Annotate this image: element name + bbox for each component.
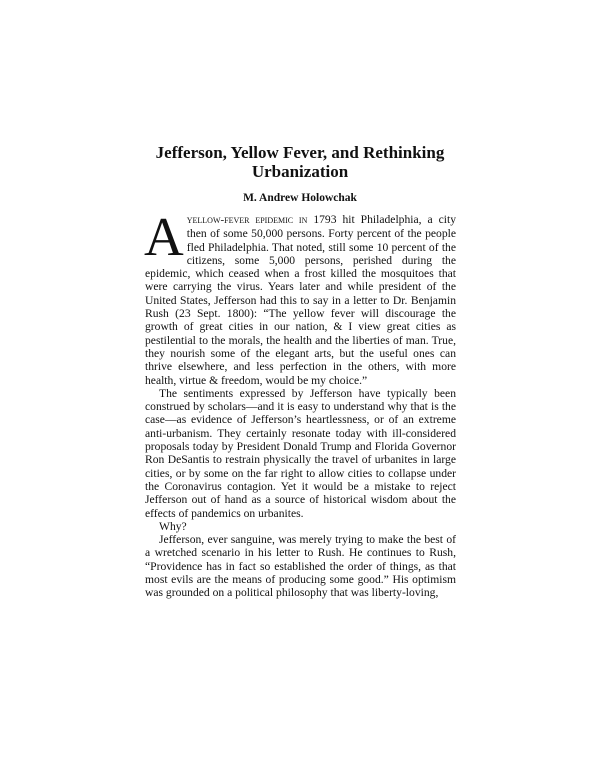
paragraph-4: Jefferson, ever sanguine, was merely trying to make the best of a wretched scenario in his letter to Rush. He continues to Rush, “Providence has in fact so established the order of things, as that most evils are the means of producing some good.” His optimism was grounded on a political philosophy that was liberty-loving,	[145, 533, 456, 600]
paragraph-1-text: 1793 hit Philadelphia, a city then of some 50,000 persons. Forty percent of the people fled Philadelphia. That noted, still some 10 percent of the citizens, some 5,000 persons, perished during the epidemic, which ceased when a frost killed the mosquitoes that were carrying the virus. Years later and while president of the United States, Jefferson had this to say in a letter to Dr. Benjamin Rush (23 Sept. 1800): “The yellow fever will discourage the growth of great cities in our nation, & I view great cities as pestilential to the morals, the health and the liberties of man. True, they nourish some of the elegant arts, but the useful ones can thrive elsewhere, and less perfection in the others, with more health, virtue & freedom, would be my choice.”	[145, 213, 456, 387]
paragraph-2: The sentiments expressed by Jefferson have typically been construed by scholars—and it is easy to understand why that is the case—as evidence of Jefferson’s heartlessness, or of an extreme anti-urbanism. They certainly resonate today with ill-considered proposals today by President Donald Trump and Florida Governor Ron DeSantis to restrain physically the travel of urbanites in large cities, or by some on the far right to allow cities to collapse under the Coronavirus contagion. Yet it would be a mistake to reject Jefferson out of hand as a source of historical wisdom about the effects of pandemics on urbanites.	[145, 386, 456, 520]
article-title: Jefferson, Yellow Fever, and Rethinking Urbanization	[155, 143, 445, 181]
drop-cap: A	[144, 206, 184, 267]
article-author: M. Andrew Holowchak	[243, 192, 357, 204]
lead-in-smallcaps: yellow-fever epidemic in	[186, 214, 308, 226]
paragraph-3: Why?	[159, 519, 187, 533]
paragraph-1	[144, 206, 456, 387]
article-body	[144, 206, 456, 600]
